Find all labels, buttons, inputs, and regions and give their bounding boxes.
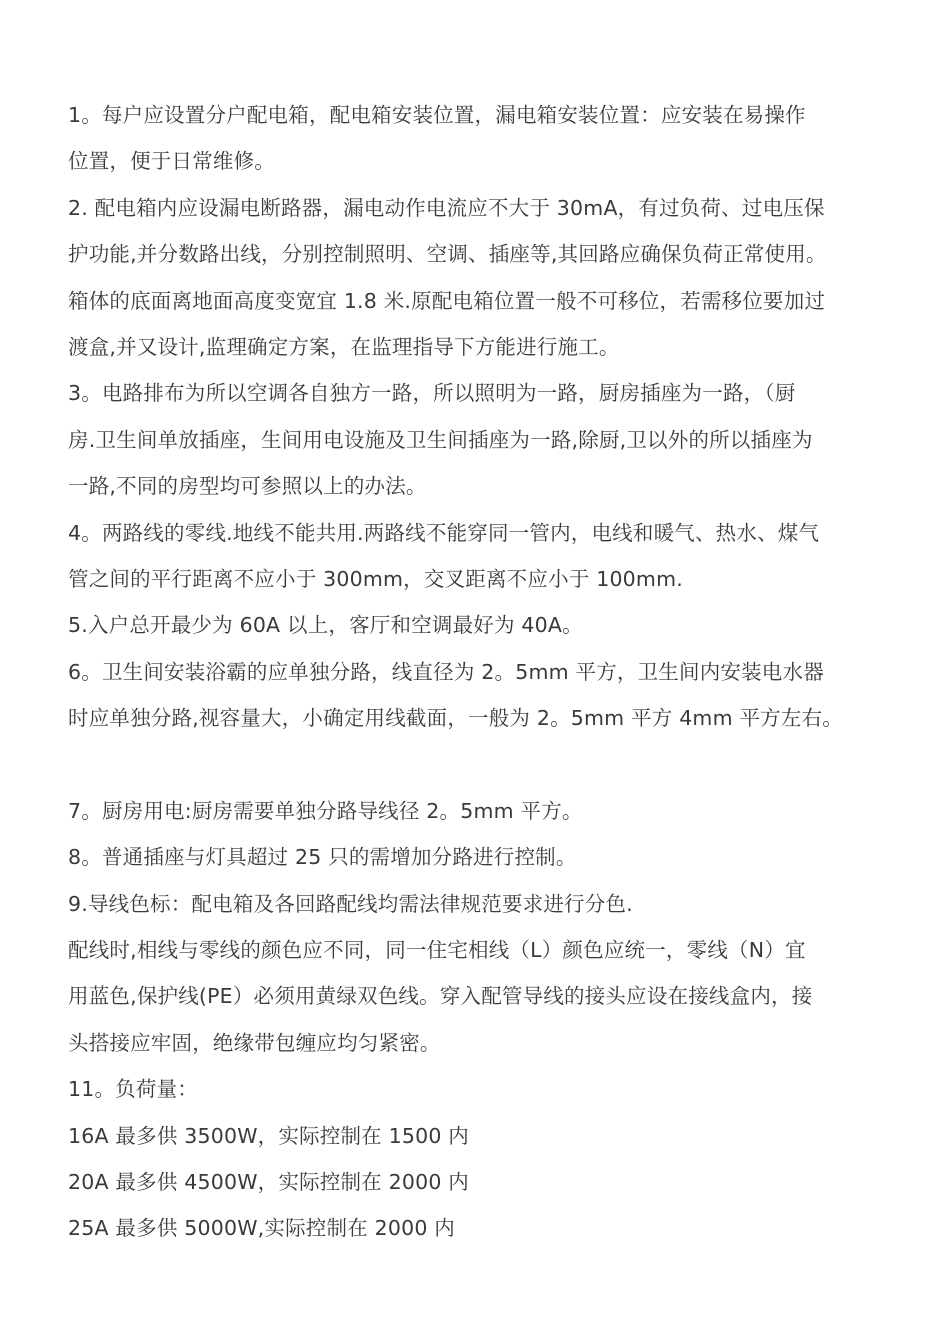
text-line: 6。卫生间安装浴霸的应单独分路，线直径为 2。5mm 平方，卫生间内安装电水器 (68, 659, 824, 684)
blank-line (68, 741, 898, 787)
text-line: 管之间的平行距离不应小于 300mm，交叉距离不应小于 100mm. (68, 566, 683, 591)
text-line: 2. 配电箱内应设漏电断路器，漏电动作电流应不大于 30mA，有过负荷、过电压保 (68, 195, 825, 220)
text-line: 一路,不同的房型均可参照以上的办法。 (68, 474, 427, 499)
text-line: 位置，便于日常维修。 (68, 149, 275, 174)
text-line: 用蓝色,保护线(PE）必须用黄绿双色线。穿入配管导线的接头应设在接线盒内，接 (68, 984, 813, 1009)
text-line: 箱体的底面离地面高度变宽宜 1.8 米.原配电箱位置一般不可移位，若需移位要加过 (68, 288, 826, 313)
text-line: 4。两路线的零线.地线不能共用.两路线不能穿同一管内，电线和暖气、热水、煤气 (68, 520, 820, 545)
document-body (68, 92, 898, 1252)
text-line: 8。普通插座与灯具超过 25 只的需增加分路进行控制。 (68, 845, 577, 870)
text-line: 房.卫生间单放插座，生间用电设施及卫生间插座为一路,除厨,卫以外的所以插座为 (68, 427, 813, 452)
text-line: 9.导线色标：配电箱及各回路配线均需法律规范要求进行分色. (68, 891, 633, 916)
text-line: 1。每户应设置分户配电箱，配电箱安装位置，漏电箱安装位置：应安装在易操作 (68, 103, 806, 127)
text-line: 7。厨房用电:厨房需要单独分路导线径 2。5mm 平方。 (68, 798, 583, 823)
text-line: 20A 最多供 4500W，实际控制在 2000 内 (68, 1169, 469, 1194)
text-line: 头搭接应牢固，绝缘带包缠应均匀紧密。 (68, 1030, 441, 1055)
text-line: 3。电路排布为所以空调各自独方一路，所以照明为一路，厨房插座为一路，（厨 (68, 381, 796, 406)
text-line: 25A 最多供 5000W,实际控制在 2000 内 (68, 1216, 456, 1241)
text-line: 护功能,并分数路出线，分别控制照明、空调、插座等,其回路应确保负荷正常使用。 (68, 242, 827, 267)
text-line: 16A 最多供 3500W，实际控制在 1500 内 (68, 1123, 469, 1148)
text-line: 配线时,相线与零线的颜色应不同，同一住宅相线（L）颜色应统一，零线（N）宜 (68, 938, 806, 963)
text-line: 5.入户总开最少为 60A 以上，客厅和空调最好为 40A。 (68, 613, 583, 638)
text-line: 11。负荷量： (68, 1077, 198, 1102)
text-line: 时应单独分路,视容量大，小确定用线截面，一般为 2。5mm 平方 4mm 平方左右。 (68, 706, 843, 731)
text-line: 渡盒,并又设计,监理确定方案，在监理指导下方能进行施工。 (68, 334, 620, 359)
